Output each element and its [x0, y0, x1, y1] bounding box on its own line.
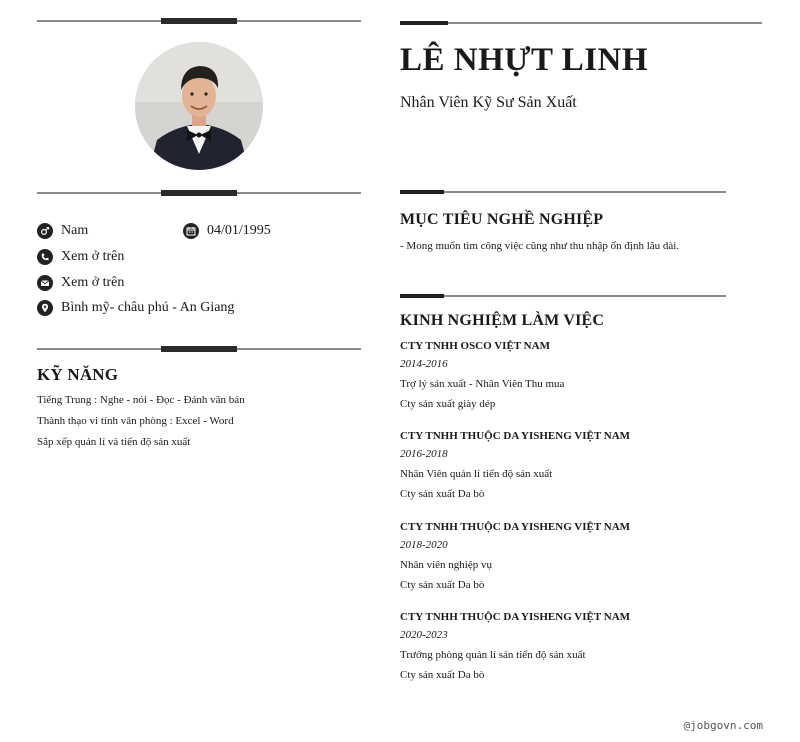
experience-company: CTY TNHH THUỘC DA YISHENG VIỆT NAM [400, 430, 631, 442]
experience-role: Nhân Viên quản lí tiến độ sản xuất [400, 468, 553, 480]
experience-item [400, 430, 760, 508]
experience-company: CTY TNHH THUỘC DA YISHENG VIỆT NAM [400, 521, 631, 533]
divider-top-right [400, 22, 762, 24]
gender-text: Nam [61, 223, 89, 238]
objective-text: - Mong muốn tìm công việc cũng như thu nhập ổn định lâu dài. [400, 240, 680, 252]
email-row [37, 275, 124, 291]
experience-item [400, 521, 760, 599]
experience-company: CTY TNHH OSCO VIỆT NAM [400, 340, 550, 352]
gender-row [37, 223, 88, 239]
divider-skills-accent [161, 346, 237, 352]
divider-objective [400, 191, 726, 193]
experience-role: Nhân viên nghiệp vụ [400, 559, 492, 571]
skill-item: Tiếng Trung : Nghe - nói - Đọc - Đánh văn bản [37, 394, 245, 406]
experience-item [400, 340, 760, 418]
watermark-text: @jobgovn.com [683, 719, 763, 732]
email-icon [37, 275, 53, 291]
gender-icon [37, 223, 53, 239]
phone-icon [37, 249, 53, 265]
skill-item: Sắp xếp quản lí và tiến độ sản xuất [37, 436, 191, 448]
divider-top-left-accent [161, 18, 237, 24]
skills-title: KỸ NĂNG [37, 365, 119, 384]
email-text: Xem ở trên [61, 275, 125, 290]
experience-title: KINH NGHIỆM LÀM VIỆC [400, 312, 605, 329]
experience-detail: Cty sản xuất Da bò [400, 488, 485, 500]
avatar-photo [135, 42, 263, 170]
divider-experience [400, 295, 726, 297]
experience-item [400, 611, 760, 689]
experience-period: 2016-2018 [400, 448, 448, 460]
experience-period: 2014-2016 [400, 358, 448, 370]
birthdate-text: 04/01/1995 [207, 223, 271, 238]
divider-objective-accent [400, 190, 444, 194]
divider-top-right-accent [400, 21, 448, 25]
divider-mid-left-accent [161, 190, 237, 196]
phone-text: Xem ở trên [61, 249, 125, 264]
experience-role: Trợ lý sản xuất - Nhân Viên Thu mua [400, 378, 565, 390]
skill-item: Thành thạo vi tính văn phòng : Excel - Word [37, 415, 234, 427]
experience-period: 2020-2023 [400, 629, 448, 641]
address-row [37, 300, 234, 316]
experience-detail: Cty sản xuất giày dép [400, 398, 496, 410]
divider-experience-accent [400, 294, 444, 298]
experience-company: CTY TNHH THUỘC DA YISHENG VIỆT NAM [400, 611, 631, 623]
experience-detail: Cty sản xuất Da bò [400, 669, 485, 681]
candidate-name: LÊ NHỰT LINH [400, 42, 649, 78]
calendar-icon [183, 223, 199, 239]
job-title: Nhân Viên Kỹ Sư Sản Xuất [400, 94, 577, 111]
avatar [135, 42, 263, 170]
experience-detail: Cty sản xuất Da bò [400, 579, 485, 591]
objective-title: MỤC TIÊU NGHỀ NGHIỆP [400, 211, 604, 228]
experience-role: Trưởng phòng quản lí sản tiến độ sản xuất [400, 649, 586, 661]
birthdate-row [183, 223, 271, 239]
skills-list [37, 390, 245, 453]
address-text: Bình mỹ- châu phú - An Giang [61, 300, 235, 315]
phone-row [37, 249, 124, 265]
location-pin-icon [37, 300, 53, 316]
experience-period: 2018-2020 [400, 539, 448, 551]
